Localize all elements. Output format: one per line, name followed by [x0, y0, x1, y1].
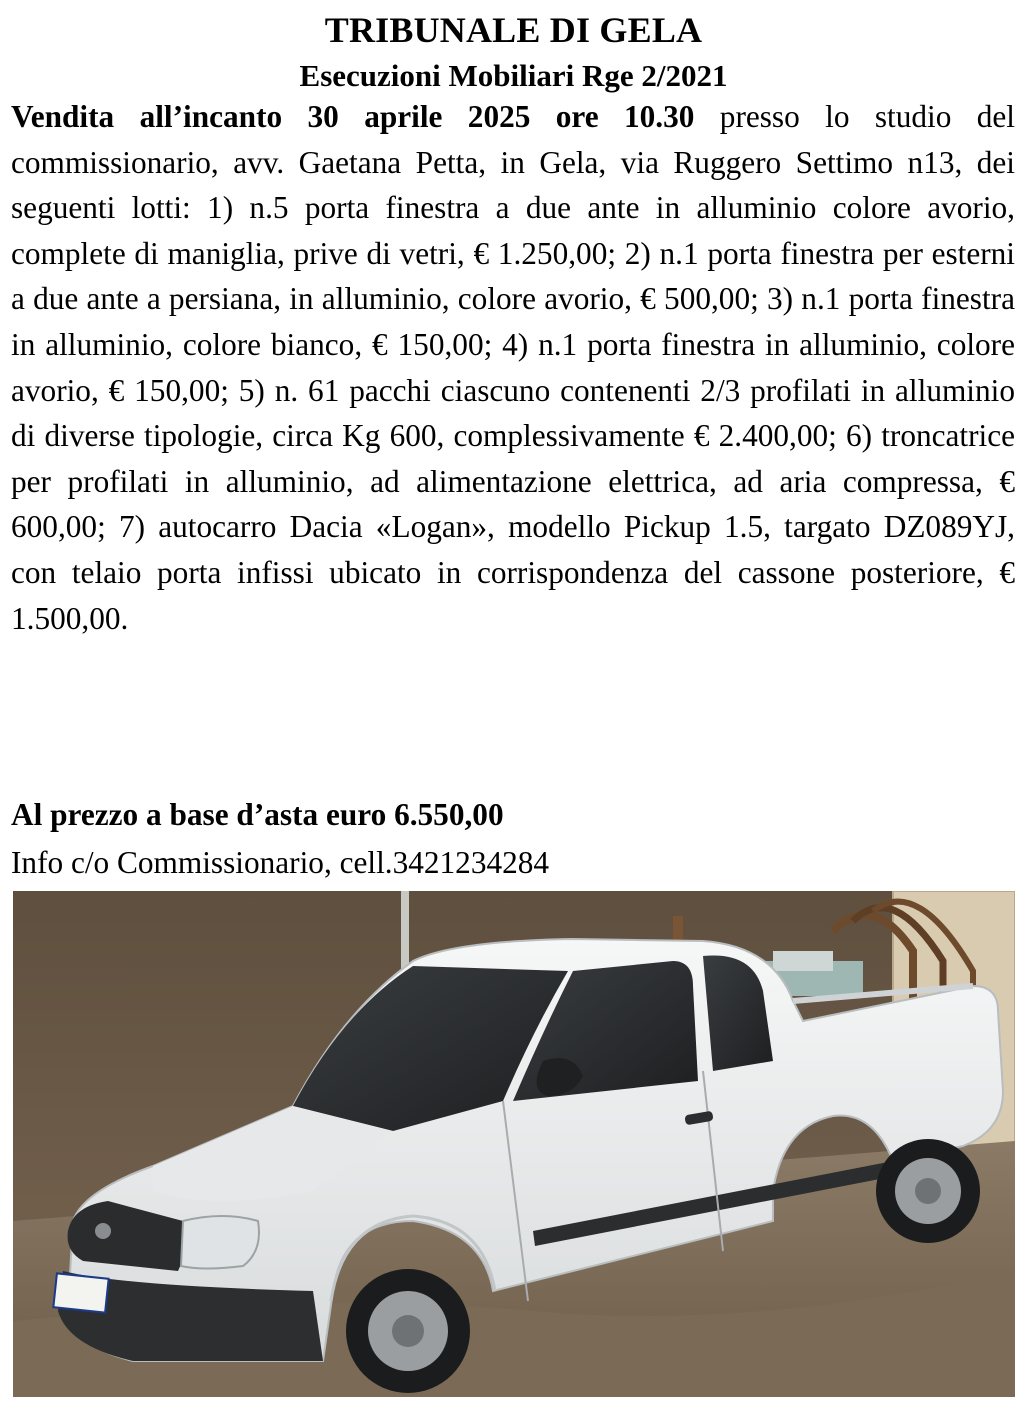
base-price: Al prezzo a base d’asta euro 6.550,00 — [11, 797, 504, 832]
truck-photo — [13, 891, 1015, 1397]
license-plate — [53, 1273, 108, 1312]
sale-notice-paragraph — [11, 94, 1015, 641]
sale-date-lead: Vendita all’incanto 30 aprile 2025 ore 10.30 — [11, 99, 695, 134]
case-subtitle: Esecuzioni Mobiliari Rge 2/2021 — [299, 58, 728, 93]
truck-photo-drawing — [13, 891, 1015, 1397]
lots-description: presso lo studio del commissionario, avv. Gaetana Petta, in Gela, via Ruggero Settimo n13, dei seguenti lotti: 1) n.5 porta finestra a due ante in alluminio colore avorio, complete di maniglia, prive di vetri, € 1.250,00; 2) n.1 porta finestra per esterni a due ante a persiana, in alluminio, colore avorio, € 500,00; 3) n.1 porta finestra in alluminio, colore bianco, € 150,00; 4) n.1 porta finestra in alluminio, colore avorio, € 150,00; 5) n. 61 pacchi ciascuno contenenti 2/3 profilati in alluminio di diverse tipologie, circa Kg 600, complessivamente € 2.400,00; 6) troncatrice per profilati in alluminio, ad alimentazione elettrica, ad aria compressa, € 600,00; 7) autocarro Dacia «Logan», modello Pickup 1.5, targato DZ089YJ, con telaio porta infissi ubicato in corrispondenza del cassone posteriore, € 1.500,00. — [11, 99, 1015, 636]
court-title: TRIBUNALE DI GELA — [324, 10, 703, 50]
contact-info: Info c/o Commissionario, cell.3421234284 — [11, 845, 550, 880]
